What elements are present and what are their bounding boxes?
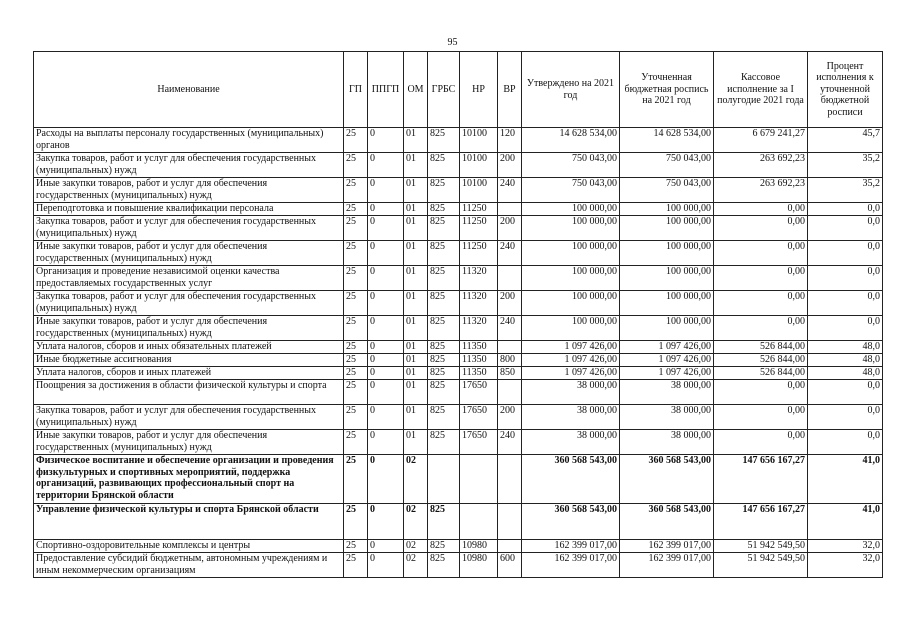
row-percent: 0,0 bbox=[808, 216, 883, 241]
row-refined: 162 399 017,00 bbox=[620, 553, 714, 578]
row-name: Физическое воспитание и обеспечение организации и проведения физкультурных и спортивных мероприятий, поддержка организаций, развивающих профессиональный спорт на территории Брянской области bbox=[34, 455, 344, 504]
header-approved: Утверждено на 2021 год bbox=[522, 52, 620, 128]
row-vr: 600 bbox=[498, 553, 522, 578]
row-om: 01 bbox=[404, 341, 428, 354]
row-approved: 162 399 017,00 bbox=[522, 540, 620, 553]
row-approved: 100 000,00 bbox=[522, 203, 620, 216]
row-grbs: 825 bbox=[428, 153, 460, 178]
row-np: 10100 bbox=[460, 178, 498, 203]
row-grbs: 825 bbox=[428, 504, 460, 540]
row-ppgp: 0 bbox=[368, 291, 404, 316]
row-percent: 45,7 bbox=[808, 128, 883, 153]
row-name: Управление физической культуры и спорта Брянской области bbox=[34, 504, 344, 540]
row-om: 01 bbox=[404, 291, 428, 316]
row-gp: 25 bbox=[344, 405, 368, 430]
row-gp: 25 bbox=[344, 380, 368, 405]
row-approved: 38 000,00 bbox=[522, 405, 620, 430]
row-np: 11250 bbox=[460, 203, 498, 216]
row-ppgp: 0 bbox=[368, 316, 404, 341]
row-np: 11250 bbox=[460, 216, 498, 241]
row-om: 01 bbox=[404, 316, 428, 341]
row-om: 01 bbox=[404, 178, 428, 203]
row-refined: 14 628 534,00 bbox=[620, 128, 714, 153]
row-refined: 1 097 426,00 bbox=[620, 354, 714, 367]
table-row bbox=[34, 153, 883, 178]
row-ppgp: 0 bbox=[368, 553, 404, 578]
row-cash: 51 942 549,50 bbox=[714, 540, 808, 553]
row-grbs: 825 bbox=[428, 203, 460, 216]
row-vr bbox=[498, 266, 522, 291]
row-grbs: 825 bbox=[428, 216, 460, 241]
page-number: 95 bbox=[447, 37, 458, 48]
row-gp: 25 bbox=[344, 430, 368, 455]
row-om: 01 bbox=[404, 216, 428, 241]
row-om: 01 bbox=[404, 367, 428, 380]
row-ppgp: 0 bbox=[368, 380, 404, 405]
row-name: Расходы на выплаты персоналу государственных (муниципальных) органов bbox=[34, 128, 344, 153]
table-row bbox=[34, 178, 883, 203]
row-grbs: 825 bbox=[428, 540, 460, 553]
table-row bbox=[34, 216, 883, 241]
row-percent: 32,0 bbox=[808, 553, 883, 578]
row-approved: 1 097 426,00 bbox=[522, 341, 620, 354]
row-grbs: 825 bbox=[428, 341, 460, 354]
row-ppgp: 0 bbox=[368, 354, 404, 367]
row-vr: 240 bbox=[498, 178, 522, 203]
row-refined: 162 399 017,00 bbox=[620, 540, 714, 553]
row-refined: 1 097 426,00 bbox=[620, 367, 714, 380]
row-om: 01 bbox=[404, 430, 428, 455]
row-name: Спортивно-оздоровительные комплексы и центры bbox=[34, 540, 344, 553]
row-name: Закупка товаров, работ и услуг для обеспечения государственных (муниципальных) нужд bbox=[34, 405, 344, 430]
row-name: Уплата налогов, сборов и иных обязательных платежей bbox=[34, 341, 344, 354]
row-np: 17650 bbox=[460, 430, 498, 455]
row-om: 01 bbox=[404, 241, 428, 266]
row-cash: 526 844,00 bbox=[714, 341, 808, 354]
row-grbs: 825 bbox=[428, 367, 460, 380]
row-gp: 25 bbox=[344, 153, 368, 178]
row-percent: 48,0 bbox=[808, 354, 883, 367]
header-cash: Кассовое исполнение за I полугодие 2021 года bbox=[714, 52, 808, 128]
row-grbs: 825 bbox=[428, 291, 460, 316]
row-vr: 120 bbox=[498, 128, 522, 153]
header-om: ОМ bbox=[404, 52, 428, 128]
row-ppgp: 0 bbox=[368, 504, 404, 540]
row-name: Переподготовка и повышение квалификации персонала bbox=[34, 203, 344, 216]
row-om: 01 bbox=[404, 405, 428, 430]
row-gp: 25 bbox=[344, 553, 368, 578]
row-grbs: 825 bbox=[428, 430, 460, 455]
row-approved: 360 568 543,00 bbox=[522, 455, 620, 504]
row-vr bbox=[498, 203, 522, 216]
row-np: 11350 bbox=[460, 354, 498, 367]
row-grbs: 825 bbox=[428, 266, 460, 291]
row-name: Закупка товаров, работ и услуг для обеспечения государственных (муниципальных) нужд bbox=[34, 153, 344, 178]
row-np: 10980 bbox=[460, 540, 498, 553]
row-refined: 750 043,00 bbox=[620, 153, 714, 178]
header-ppgp: ППГП bbox=[368, 52, 404, 128]
row-approved: 38 000,00 bbox=[522, 430, 620, 455]
row-percent: 0,0 bbox=[808, 430, 883, 455]
row-refined: 750 043,00 bbox=[620, 178, 714, 203]
row-np: 17650 bbox=[460, 405, 498, 430]
table-row bbox=[34, 266, 883, 291]
row-vr bbox=[498, 380, 522, 405]
table-row bbox=[34, 405, 883, 430]
row-ppgp: 0 bbox=[368, 178, 404, 203]
row-name: Поощрения за достижения в области физической культуры и спорта bbox=[34, 380, 344, 405]
row-gp: 25 bbox=[344, 291, 368, 316]
row-gp: 25 bbox=[344, 178, 368, 203]
row-percent: 0,0 bbox=[808, 241, 883, 266]
row-cash: 0,00 bbox=[714, 430, 808, 455]
row-name: Иные закупки товаров, работ и услуг для обеспечения государственных (муниципальных) нужд bbox=[34, 316, 344, 341]
row-vr: 200 bbox=[498, 216, 522, 241]
row-ppgp: 0 bbox=[368, 128, 404, 153]
table-row bbox=[34, 380, 883, 405]
table-header-row bbox=[34, 52, 883, 128]
row-ppgp: 0 bbox=[368, 430, 404, 455]
row-name: Уплата налогов, сборов и иных платежей bbox=[34, 367, 344, 380]
row-om: 02 bbox=[404, 504, 428, 540]
row-cash: 147 656 167,27 bbox=[714, 504, 808, 540]
row-refined: 100 000,00 bbox=[620, 203, 714, 216]
header-gp: ГП bbox=[344, 52, 368, 128]
row-ppgp: 0 bbox=[368, 341, 404, 354]
table-row bbox=[34, 128, 883, 153]
row-gp: 25 bbox=[344, 216, 368, 241]
row-percent: 48,0 bbox=[808, 341, 883, 354]
row-approved: 100 000,00 bbox=[522, 216, 620, 241]
row-vr: 200 bbox=[498, 291, 522, 316]
row-vr: 240 bbox=[498, 241, 522, 266]
row-approved: 100 000,00 bbox=[522, 266, 620, 291]
row-grbs: 825 bbox=[428, 241, 460, 266]
row-cash: 6 679 241,27 bbox=[714, 128, 808, 153]
header-name: Наименование bbox=[34, 52, 344, 128]
row-percent: 48,0 bbox=[808, 367, 883, 380]
row-om: 01 bbox=[404, 354, 428, 367]
row-cash: 526 844,00 bbox=[714, 367, 808, 380]
row-approved: 100 000,00 bbox=[522, 316, 620, 341]
row-cash: 0,00 bbox=[714, 203, 808, 216]
table-row bbox=[34, 504, 883, 540]
row-percent: 0,0 bbox=[808, 203, 883, 216]
row-np: 11350 bbox=[460, 367, 498, 380]
row-ppgp: 0 bbox=[368, 266, 404, 291]
row-vr: 850 bbox=[498, 367, 522, 380]
row-approved: 750 043,00 bbox=[522, 153, 620, 178]
table-row bbox=[34, 354, 883, 367]
row-refined: 38 000,00 bbox=[620, 430, 714, 455]
row-ppgp: 0 bbox=[368, 455, 404, 504]
row-approved: 750 043,00 bbox=[522, 178, 620, 203]
row-grbs: 825 bbox=[428, 354, 460, 367]
row-cash: 0,00 bbox=[714, 266, 808, 291]
row-om: 02 bbox=[404, 455, 428, 504]
table-row bbox=[34, 341, 883, 354]
row-approved: 360 568 543,00 bbox=[522, 504, 620, 540]
row-grbs: 825 bbox=[428, 380, 460, 405]
row-approved: 1 097 426,00 bbox=[522, 367, 620, 380]
row-np bbox=[460, 455, 498, 504]
row-grbs: 825 bbox=[428, 316, 460, 341]
row-np: 11250 bbox=[460, 241, 498, 266]
row-cash: 0,00 bbox=[714, 405, 808, 430]
row-cash: 526 844,00 bbox=[714, 354, 808, 367]
row-name: Предоставление субсидий бюджетным, автономным учреждениям и иным некоммерческим организациям bbox=[34, 553, 344, 578]
row-vr: 800 bbox=[498, 354, 522, 367]
row-refined: 100 000,00 bbox=[620, 216, 714, 241]
row-om: 02 bbox=[404, 553, 428, 578]
row-om: 01 bbox=[404, 203, 428, 216]
table-row bbox=[34, 367, 883, 380]
row-approved: 1 097 426,00 bbox=[522, 354, 620, 367]
row-gp: 25 bbox=[344, 455, 368, 504]
row-percent: 0,0 bbox=[808, 266, 883, 291]
row-cash: 263 692,23 bbox=[714, 178, 808, 203]
row-vr bbox=[498, 455, 522, 504]
row-np bbox=[460, 504, 498, 540]
row-np: 10100 bbox=[460, 153, 498, 178]
row-gp: 25 bbox=[344, 367, 368, 380]
row-cash: 0,00 bbox=[714, 380, 808, 405]
row-ppgp: 0 bbox=[368, 405, 404, 430]
row-gp: 25 bbox=[344, 341, 368, 354]
row-ppgp: 0 bbox=[368, 241, 404, 266]
table-row bbox=[34, 455, 883, 504]
row-np: 17650 bbox=[460, 380, 498, 405]
row-ppgp: 0 bbox=[368, 216, 404, 241]
row-grbs: 825 bbox=[428, 405, 460, 430]
header-np: НР bbox=[460, 52, 498, 128]
row-ppgp: 0 bbox=[368, 203, 404, 216]
row-approved: 100 000,00 bbox=[522, 291, 620, 316]
row-cash: 147 656 167,27 bbox=[714, 455, 808, 504]
row-np: 11320 bbox=[460, 291, 498, 316]
row-cash: 51 942 549,50 bbox=[714, 553, 808, 578]
row-vr bbox=[498, 540, 522, 553]
header-percent: Процент исполнения к уточненной бюджетной росписи bbox=[808, 52, 883, 128]
row-np: 11350 bbox=[460, 341, 498, 354]
row-gp: 25 bbox=[344, 128, 368, 153]
table-row bbox=[34, 316, 883, 341]
row-percent: 41,0 bbox=[808, 504, 883, 540]
row-refined: 100 000,00 bbox=[620, 316, 714, 341]
row-gp: 25 bbox=[344, 354, 368, 367]
row-refined: 100 000,00 bbox=[620, 241, 714, 266]
row-gp: 25 bbox=[344, 504, 368, 540]
row-ppgp: 0 bbox=[368, 540, 404, 553]
row-vr bbox=[498, 504, 522, 540]
row-gp: 25 bbox=[344, 316, 368, 341]
row-percent: 32,0 bbox=[808, 540, 883, 553]
table-row bbox=[34, 291, 883, 316]
header-grbs: ГРБС bbox=[428, 52, 460, 128]
row-np: 10980 bbox=[460, 553, 498, 578]
row-grbs: 825 bbox=[428, 178, 460, 203]
row-cash: 0,00 bbox=[714, 316, 808, 341]
row-name: Организация и проведение независимой оценки качества предоставляемых государственных услуг bbox=[34, 266, 344, 291]
row-cash: 0,00 bbox=[714, 291, 808, 316]
row-om: 01 bbox=[404, 128, 428, 153]
row-vr bbox=[498, 341, 522, 354]
row-gp: 25 bbox=[344, 241, 368, 266]
row-approved: 162 399 017,00 bbox=[522, 553, 620, 578]
row-vr: 240 bbox=[498, 316, 522, 341]
row-percent: 0,0 bbox=[808, 291, 883, 316]
table-row bbox=[34, 540, 883, 553]
row-name: Иные бюджетные ассигнования bbox=[34, 354, 344, 367]
row-percent: 41,0 bbox=[808, 455, 883, 504]
row-percent: 35,2 bbox=[808, 178, 883, 203]
row-ppgp: 0 bbox=[368, 153, 404, 178]
row-refined: 38 000,00 bbox=[620, 380, 714, 405]
row-name: Закупка товаров, работ и услуг для обеспечения государственных (муниципальных) нужд bbox=[34, 291, 344, 316]
row-om: 01 bbox=[404, 380, 428, 405]
row-percent: 0,0 bbox=[808, 380, 883, 405]
row-cash: 263 692,23 bbox=[714, 153, 808, 178]
header-refined: Уточненная бюджетная роспись на 2021 год bbox=[620, 52, 714, 128]
row-cash: 0,00 bbox=[714, 216, 808, 241]
row-cash: 0,00 bbox=[714, 241, 808, 266]
row-gp: 25 bbox=[344, 540, 368, 553]
row-om: 02 bbox=[404, 540, 428, 553]
row-percent: 0,0 bbox=[808, 316, 883, 341]
row-refined: 100 000,00 bbox=[620, 291, 714, 316]
table-row bbox=[34, 553, 883, 578]
row-grbs: 825 bbox=[428, 128, 460, 153]
row-grbs: 825 bbox=[428, 553, 460, 578]
row-om: 01 bbox=[404, 266, 428, 291]
row-refined: 38 000,00 bbox=[620, 405, 714, 430]
row-refined: 360 568 543,00 bbox=[620, 504, 714, 540]
row-np: 11320 bbox=[460, 316, 498, 341]
budget-table bbox=[33, 51, 883, 578]
row-approved: 100 000,00 bbox=[522, 241, 620, 266]
row-percent: 35,2 bbox=[808, 153, 883, 178]
row-approved: 38 000,00 bbox=[522, 380, 620, 405]
row-approved: 14 628 534,00 bbox=[522, 128, 620, 153]
row-name: Иные закупки товаров, работ и услуг для обеспечения государственных (муниципальных) нужд bbox=[34, 430, 344, 455]
table-row bbox=[34, 430, 883, 455]
header-vr: ВР bbox=[498, 52, 522, 128]
row-percent: 0,0 bbox=[808, 405, 883, 430]
row-gp: 25 bbox=[344, 266, 368, 291]
row-name: Иные закупки товаров, работ и услуг для обеспечения государственных (муниципальных) нужд bbox=[34, 241, 344, 266]
row-refined: 1 097 426,00 bbox=[620, 341, 714, 354]
row-name: Закупка товаров, работ и услуг для обеспечения государственных (муниципальных) нужд bbox=[34, 216, 344, 241]
row-om: 01 bbox=[404, 153, 428, 178]
row-vr: 240 bbox=[498, 430, 522, 455]
row-vr: 200 bbox=[498, 405, 522, 430]
row-vr: 200 bbox=[498, 153, 522, 178]
row-gp: 25 bbox=[344, 203, 368, 216]
row-grbs bbox=[428, 455, 460, 504]
row-name: Иные закупки товаров, работ и услуг для обеспечения государственных (муниципальных) нужд bbox=[34, 178, 344, 203]
row-refined: 360 568 543,00 bbox=[620, 455, 714, 504]
table-row bbox=[34, 203, 883, 216]
table-row bbox=[34, 241, 883, 266]
row-np: 11320 bbox=[460, 266, 498, 291]
row-refined: 100 000,00 bbox=[620, 266, 714, 291]
row-np: 10100 bbox=[460, 128, 498, 153]
row-ppgp: 0 bbox=[368, 367, 404, 380]
